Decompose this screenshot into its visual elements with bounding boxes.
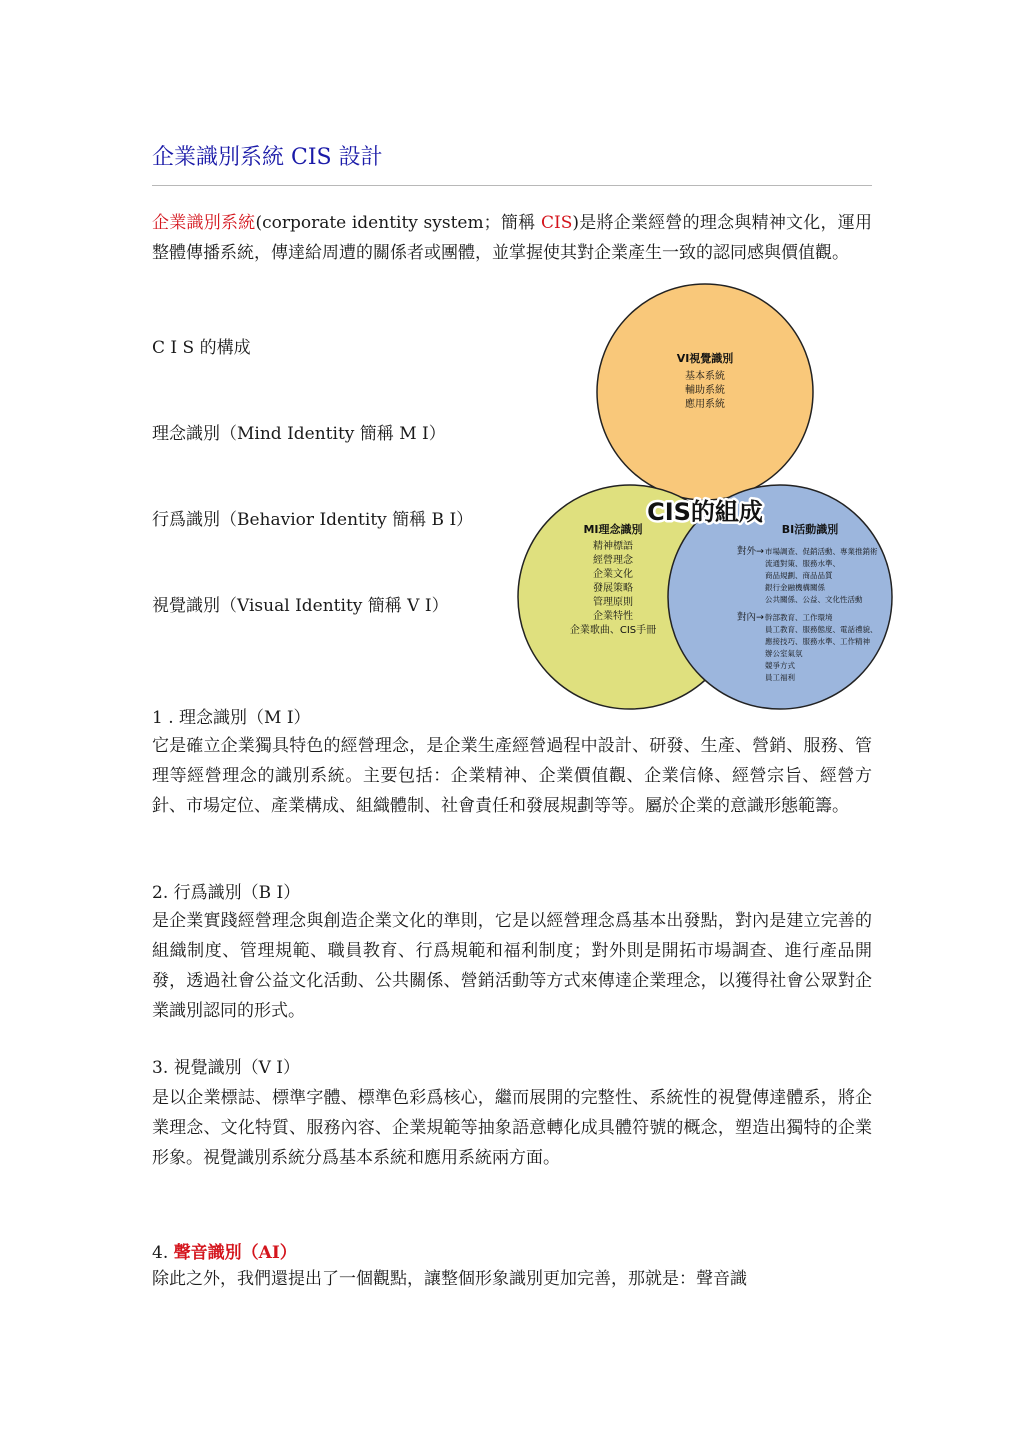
section-3-body: 是以企業標誌、標準字體、標準色彩爲核心，繼而展開的完整性、系統性的視覺傳達體系，將企業理念、文化特質、服務內容、企業規範等抽象語意轉化成具體符號的概念，塑造出獨特的企業形象。視覺識別系統分爲基本系統和應用系統兩方面。 (152, 1088, 872, 1168)
bi-external-label: 對外→ (737, 546, 764, 557)
section-1-body: 它是確立企業獨具特色的經營理念，是企業生產經營過程中設計、研發、生產、營銷、服務、管理等經營理念的識別系統。主要包括：企業精神、企業價值觀、企業信條、經營宗旨、經營方針、市場定位、產業構成、組織體制、社會責任和發展規劃等等。屬於企業的意識形態範籌。 (152, 736, 872, 816)
mi-title: MI理念識別 (583, 523, 643, 536)
intro-abbr: CIS (540, 213, 573, 233)
vi-item: 基本系統 (685, 371, 725, 382)
mi-item: 企業文化 (593, 569, 633, 580)
title-divider (152, 185, 872, 186)
bi-internal-item: 競爭方式 (765, 661, 795, 670)
section-2-heading: 2. 行爲識別（B I） (152, 883, 301, 903)
bi-title: BI活動識別 (781, 523, 839, 536)
cis-center-label: CIS的組成 (647, 498, 763, 526)
mi-item: 發展策略 (593, 583, 633, 594)
mi-item: 精神標語 (593, 541, 633, 552)
section-1-heading: 1 . 理念識別（M I） (152, 708, 311, 728)
bi-external-item: 流通對策、服務水準、 (765, 559, 840, 568)
component-bi: 行爲識別（Behavior Identity 簡稱 B I） (152, 510, 474, 530)
mi-item: 經營理念 (593, 555, 633, 566)
component-vi: 視覺識別（Visual Identity 簡稱 V I） (152, 596, 449, 616)
section-4-heading (152, 1238, 297, 1263)
bi-internal-item: 辦公室氣氛 (765, 649, 803, 658)
cis-venn-diagram (505, 282, 895, 712)
section-2-body: 是企業實踐經營理念與創造企業文化的準則，它是以經營理念爲基本出發點，對內是建立完善的組織制度、管理規範、職員教育、行爲規範和福利制度；對外則是開拓市場調查、進行產品開發，透過社會公益文化活動、公共關係、營銷活動等方式來傳達企業理念，以獲得社會公眾對企業識別認同的形式。 (152, 911, 872, 1021)
bi-internal-item: 員工教育、服務態度、電話禮貌、 (765, 625, 878, 634)
vi-item: 輔助系統 (685, 385, 725, 396)
bi-internal-item: 應接技巧、服務水準、工作精神 (765, 637, 870, 646)
bi-internal-item: 幹部教育、工作環境 (765, 613, 833, 622)
mi-item: 企業特性 (593, 611, 633, 622)
section-4-title: 聲音識別（AI） (173, 1243, 297, 1263)
intro-part1: (corporate identity system；簡稱 (255, 213, 541, 233)
section-4-body: 除此之外，我們還提出了一個觀點，讓整個形象識別更加完善，那就是：聲音識 (152, 1269, 747, 1289)
bi-external-item: 商品規劃、商品品質 (765, 571, 833, 580)
bi-external-item: 銀行金融機構關係 (765, 583, 825, 592)
mi-item: 企業歌曲、CIS手冊 (569, 625, 657, 636)
section-4-number: 4. (152, 1243, 174, 1263)
bi-internal-label: 對內→ (737, 612, 764, 623)
intro-term: 企業識別系統 (152, 213, 256, 233)
section-3-heading: 3. 視覺識別（V I） (152, 1058, 301, 1078)
bi-external-item: 市場調查、促銷活動、專業推銷術 (765, 547, 878, 556)
vi-item: 應用系統 (685, 399, 725, 410)
bi-external-item: 公共關係、公益、文化性活動 (765, 595, 863, 604)
intro-part2: )是將企業經營的理念與精神文化，運用整體傳播系統，傳達給周遭的關係者或團體，並掌握使其對企業產生一致的認同感與價值觀。 (152, 213, 873, 263)
intro-paragraph (152, 208, 872, 268)
vi-title: VI視覺識別 (676, 352, 734, 365)
cis-heading: C I S 的構成 (152, 338, 251, 358)
bi-internal-item: 員工福利 (765, 673, 795, 682)
component-mi: 理念識別（Mind Identity 簡稱 M I） (152, 424, 446, 444)
mi-item: 管理原則 (593, 597, 633, 608)
page-title: 企業識別系統 CIS 設計 (152, 145, 383, 170)
